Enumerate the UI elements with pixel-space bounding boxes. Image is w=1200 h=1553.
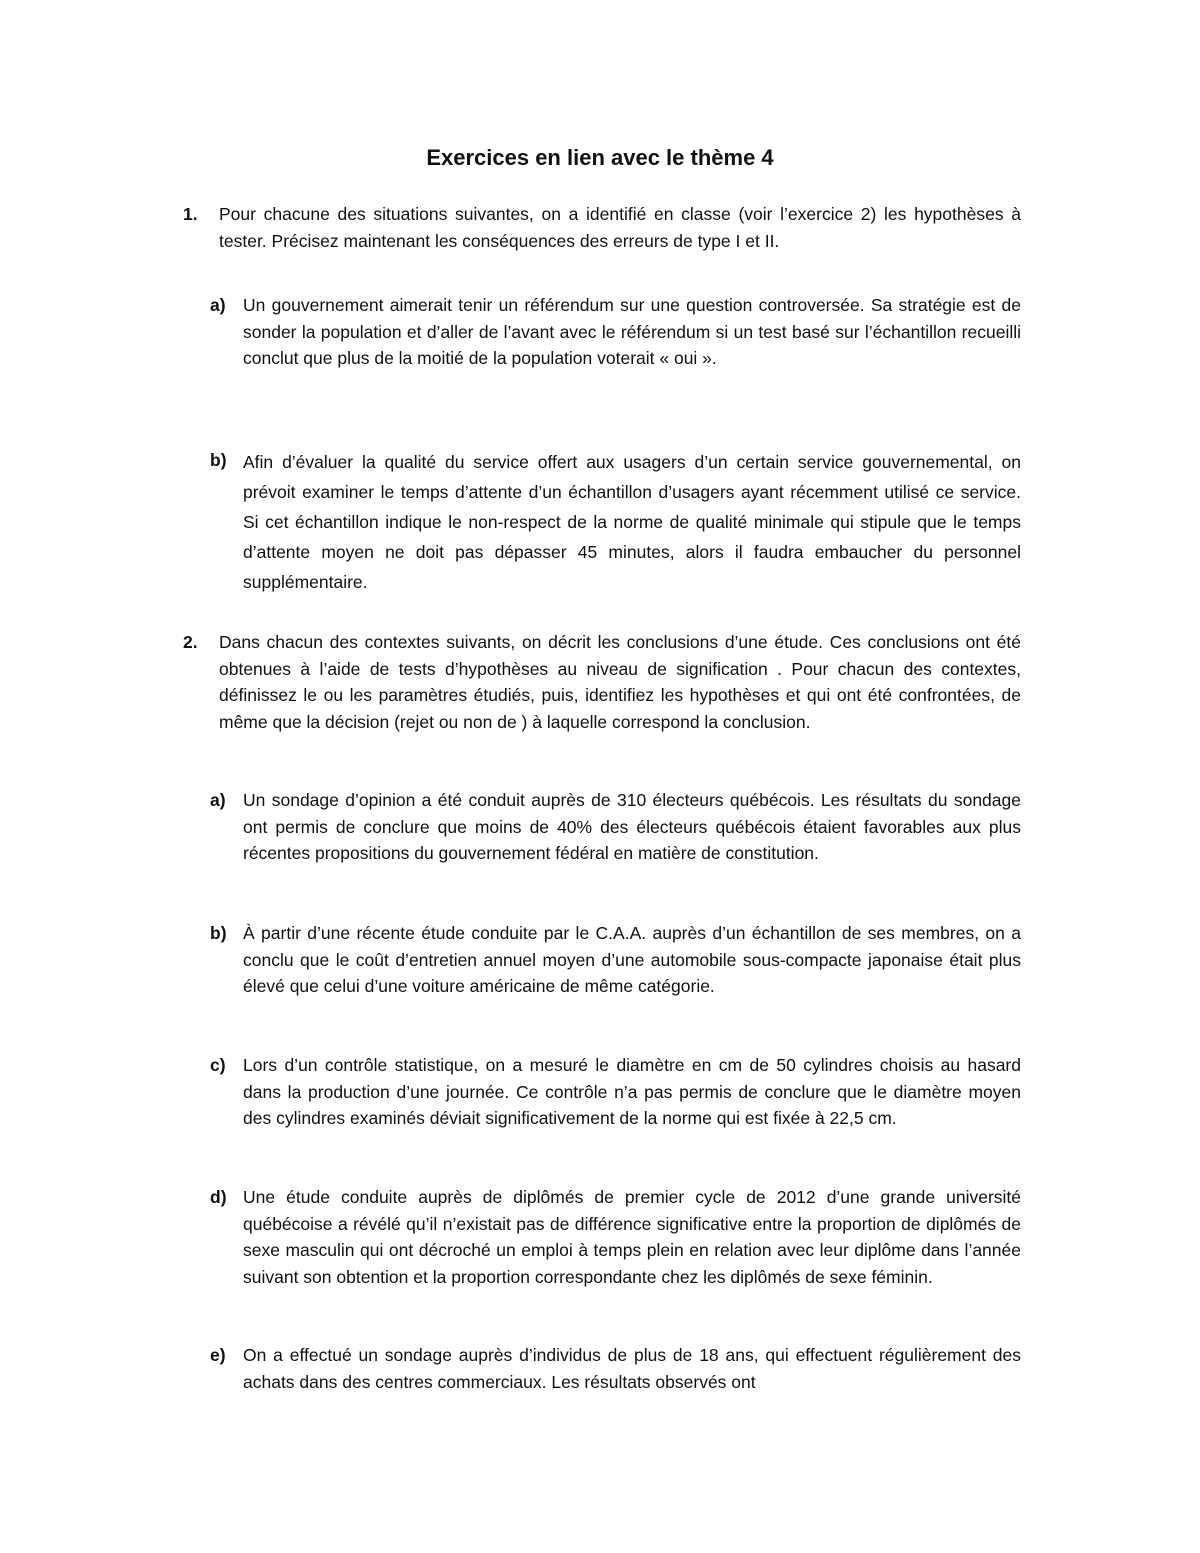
question-2-item-a	[210, 787, 1021, 867]
question-2-item-e	[210, 1342, 1021, 1395]
question-1-item-b	[210, 447, 1021, 597]
question-2-item-b	[210, 920, 1021, 1000]
item-text: Une étude conduite auprès de diplômés de premier cycle de 2012 d’une grande université québécoise a révélé qu’il n’existait pas de différence significative entre la proportion de diplômés de sexe masculin qui ont décroché un emploi à temps plein en relation avec leur diplôme dans l’année suivant son obtention et la proportion correspondante chez les diplômés de sexe féminin.	[243, 1187, 1021, 1287]
question-text: Pour chacune des situations suivantes, on a identifié en classe (voir l’exercice 2) les hypothèses à tester. Précisez maintenant les conséquences des erreurs de type I et II.	[219, 204, 1021, 251]
item-letter: b)	[210, 450, 227, 470]
question-2-item-c	[210, 1052, 1021, 1132]
item-letter: c)	[210, 1055, 226, 1075]
item-text: Un sondage d’opinion a été conduit auprès de 310 électeurs québécois. Les résultats du sondage ont permis de conclure que moins de 40% des électeurs québécois étaient favorables aux plus récentes propositions du gouvernement fédéral en matière de constitution.	[243, 790, 1021, 863]
question-1	[183, 201, 1021, 254]
item-letter: d)	[210, 1187, 227, 1207]
item-text: On a effectué un sondage auprès d’individus de plus de 18 ans, qui effectuent régulièrement des achats dans des centres commerciaux. Les résultats observés ont	[243, 1345, 1021, 1392]
question-number: 2.	[183, 632, 198, 652]
item-text: Lors d’un contrôle statistique, on a mesuré le diamètre en cm de 50 cylindres choisis au hasard dans la production d’une journée. Ce contrôle n’a pas permis de conclure que le diamètre moyen des cylindres examinés déviait significativement de la norme qui est fixée à 22,5 cm.	[243, 1055, 1021, 1128]
item-text: Afin d’évaluer la qualité du service offert aux usagers d’un certain service gouvernemental, on prévoit examiner le temps d’attente d’un échantillon d’usagers ayant récemment utilisé ce service. Si cet échantillon indique le non-respect de la norme de qualité minimale qui stipule que le temps d’attente moyen ne doit pas dépasser 45 minutes, alors il faudra embaucher du personnel supplémentaire.	[243, 452, 1021, 592]
item-text: Un gouvernement aimerait tenir un référendum sur une question controversée. Sa stratégie est de sonder la population et d’aller de l’avant avec le référendum si un test basé sur l’échantillon recueilli conclut que plus de la moitié de la population voterait « oui ».	[243, 295, 1021, 368]
item-letter: a)	[210, 790, 226, 810]
question-2-item-d	[210, 1184, 1021, 1290]
item-letter: e)	[210, 1345, 226, 1365]
question-number: 1.	[183, 204, 198, 224]
question-2	[183, 629, 1021, 735]
question-text: Dans chacun des contextes suivants, on décrit les conclusions d’une étude. Ces conclusions ont été obtenues à l’aide de tests d’hypothèses au niveau de signification . Pour chacun des contextes, définissez le ou les paramètres étudiés, puis, identifiez les hypothèses et qui ont été confrontées, de même que la décision (rejet ou non de ) à laquelle correspond la conclusion.	[219, 632, 1021, 732]
question-1-item-a	[210, 292, 1021, 372]
page-title: Exercices en lien avec le thème 4	[426, 145, 774, 170]
item-text: À partir d’une récente étude conduite par le C.A.A. auprès d’un échantillon de ses membres, on a conclu que le coût d’entretien annuel moyen d’une automobile sous-compacte japonaise était plus élevé que celui d’une voiture américaine de même catégorie.	[243, 923, 1021, 996]
item-letter: b)	[210, 923, 227, 943]
item-letter: a)	[210, 295, 226, 315]
